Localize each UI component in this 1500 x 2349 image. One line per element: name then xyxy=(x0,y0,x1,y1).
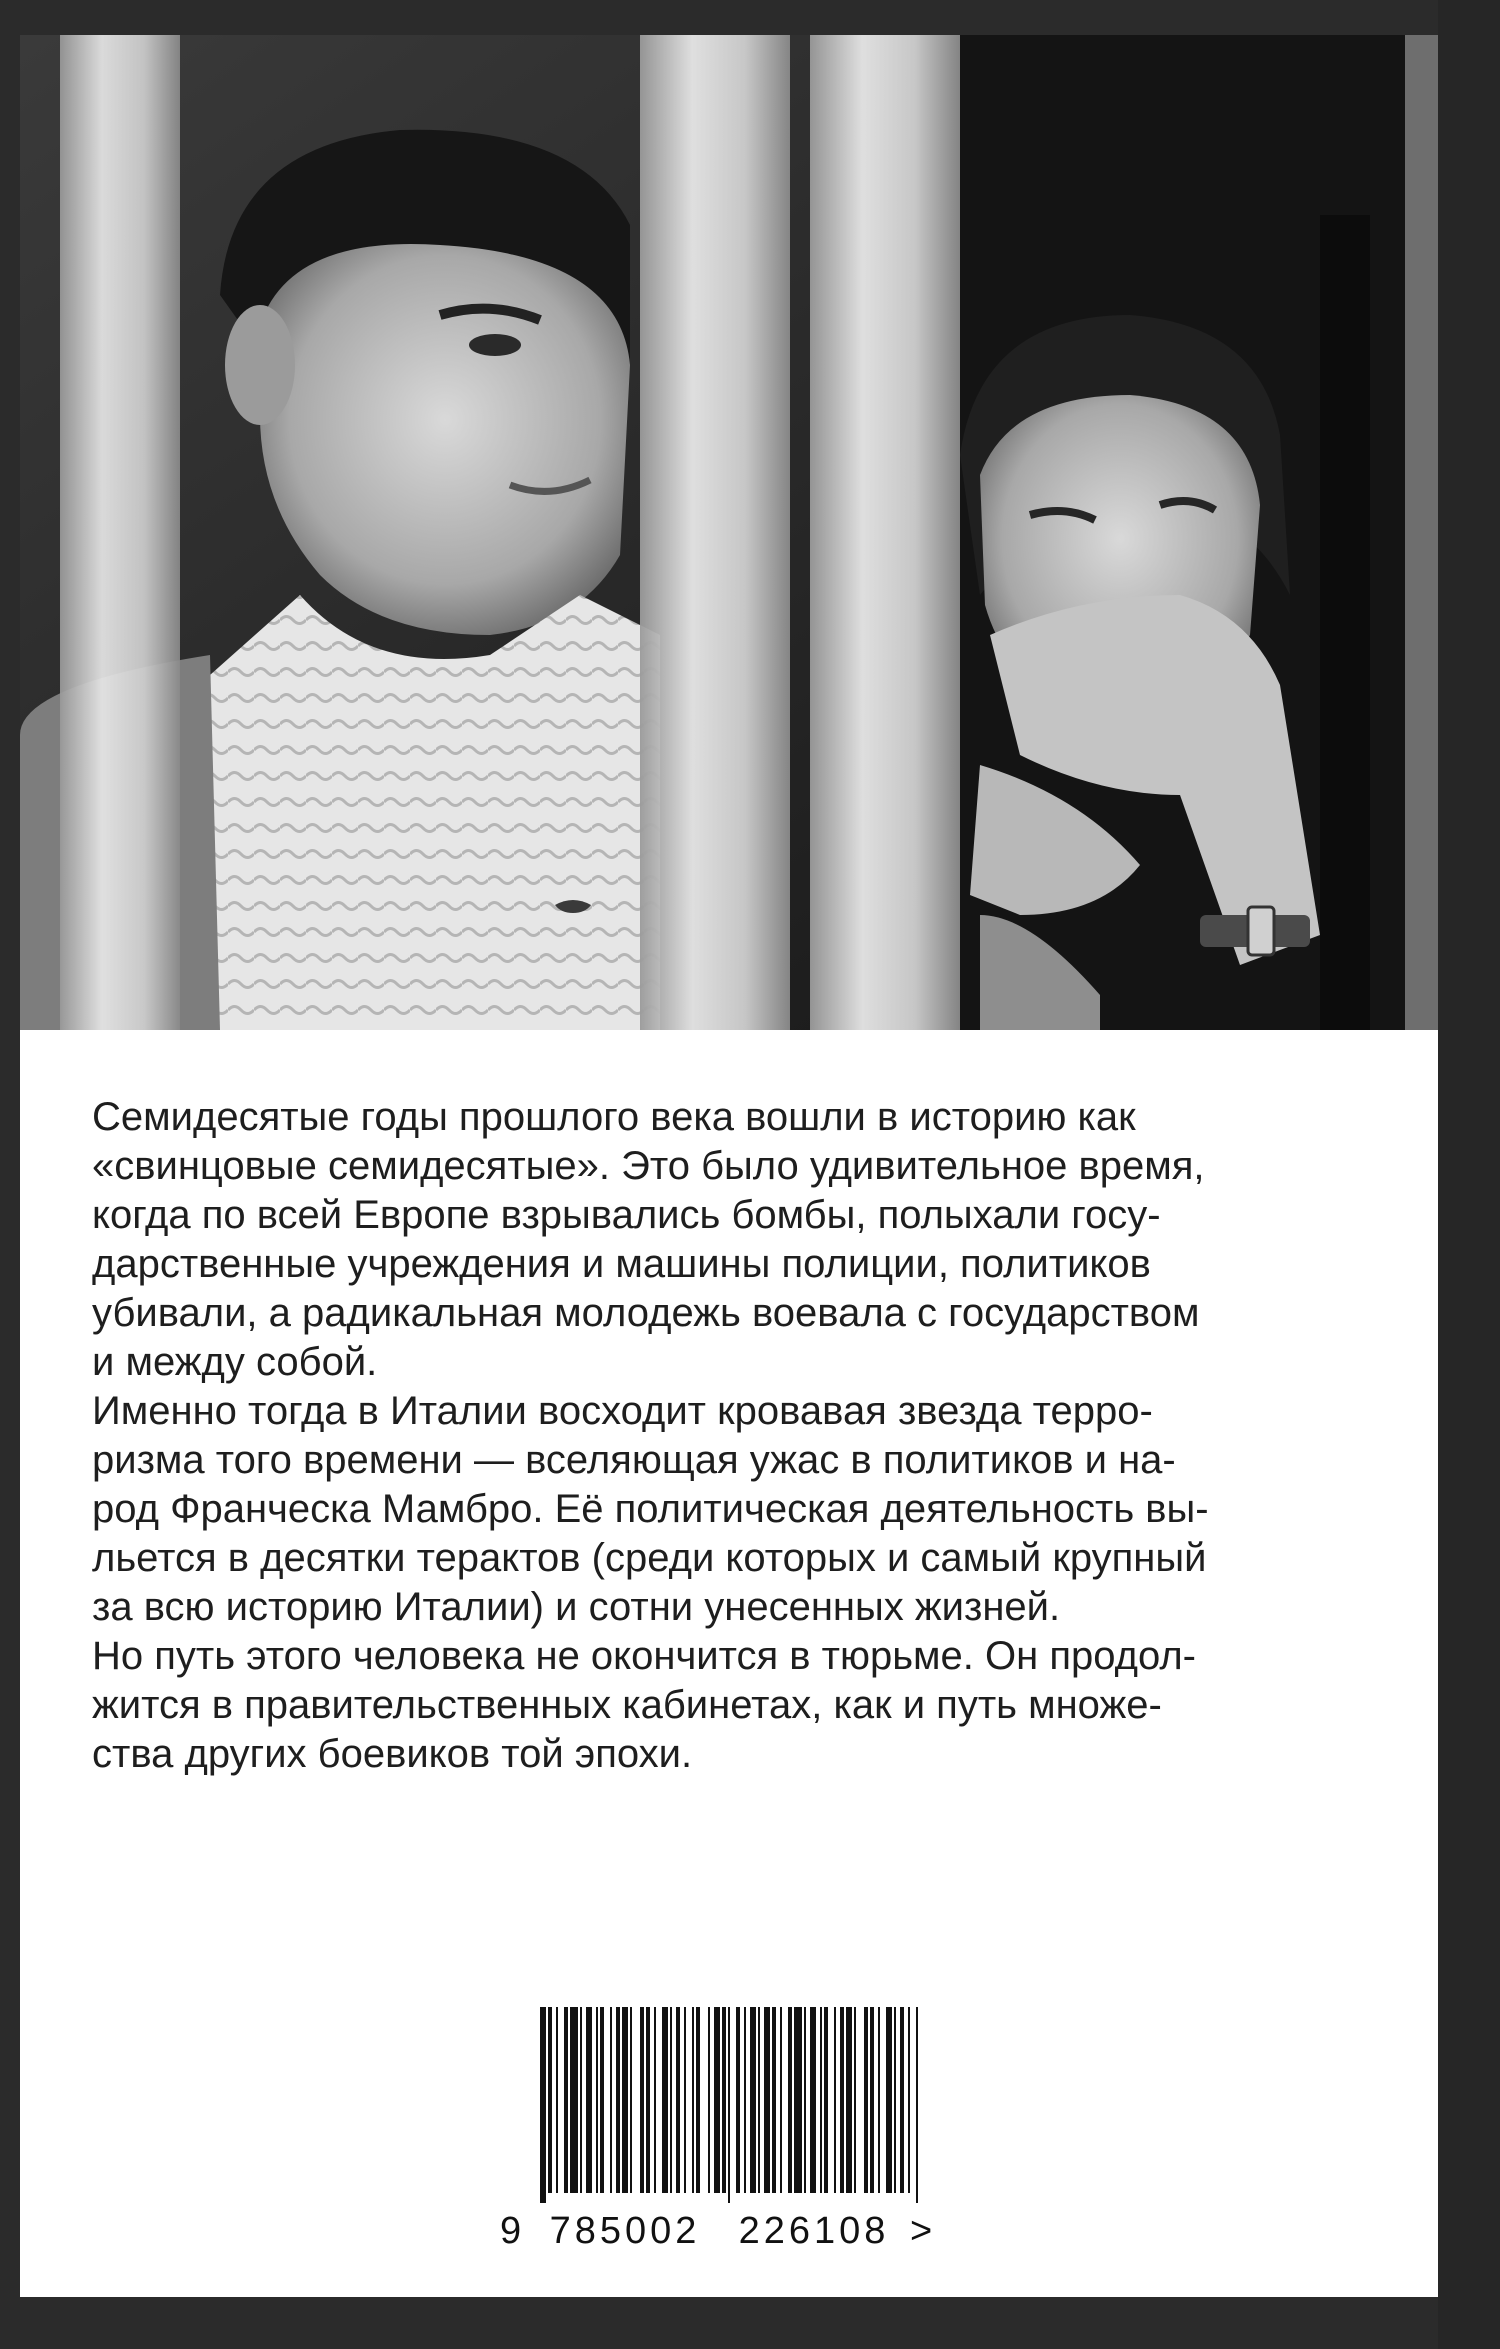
barcode-bar xyxy=(570,2007,578,2193)
barcode-bar xyxy=(616,2007,620,2193)
barcode-bar xyxy=(596,2007,598,2193)
barcode-bar xyxy=(654,2007,656,2193)
barcode-bar xyxy=(794,2007,802,2193)
barcode-bar xyxy=(646,2007,650,2193)
barcode-bar xyxy=(580,2007,582,2193)
barcode-bar xyxy=(804,2007,806,2193)
barcode-bar xyxy=(640,2007,644,2193)
blurb xyxy=(92,1093,1374,1779)
barcode-lead-digit: 9 xyxy=(500,2209,522,2252)
barcode-group-1: 785002 xyxy=(549,2209,701,2252)
barcode-bar xyxy=(728,2007,730,2203)
barcode-bar xyxy=(684,2007,686,2193)
blurb-paragraph-1: Семидесятые годы прошлого века вошли в историю как «свинцовые семидесятые». Это было удивительное время, когда по всей Европе взрывались бомбы, полыхали госу- дарственные учреждения и машины полиции, политиков убивали, а радикальная молодежь воевала с государством и между собой. xyxy=(92,1095,1205,1384)
barcode-bar xyxy=(714,2007,720,2193)
barcode-bar xyxy=(894,2007,896,2193)
barcode-bar xyxy=(886,2007,892,2193)
barcode-bar xyxy=(586,2007,592,2193)
barcode-bar xyxy=(540,2007,546,2203)
barcode-bar xyxy=(764,2007,770,2193)
barcode-bar xyxy=(556,2007,558,2193)
barcode-bar xyxy=(744,2007,746,2193)
barcode-bar xyxy=(824,2007,828,2193)
cover-photo xyxy=(20,35,1438,1030)
book-back-cover xyxy=(20,35,1438,2297)
barcode-bar xyxy=(820,2007,822,2193)
barcode-bar xyxy=(750,2007,756,2193)
barcode-bar xyxy=(900,2007,904,2193)
barcode-bar xyxy=(846,2007,852,2193)
barcode-bar xyxy=(810,2007,816,2193)
barcode-digits xyxy=(500,2207,940,2255)
barcode-end-mark: > xyxy=(910,2209,933,2252)
barcode-bar xyxy=(840,2007,844,2193)
barcode-group-2: 226108 xyxy=(738,2209,890,2252)
barcode-bar xyxy=(908,2007,910,2193)
barcode-bar xyxy=(758,2007,760,2193)
barcode-bar xyxy=(864,2007,868,2193)
isbn-barcode xyxy=(500,2007,940,2277)
barcode-bar xyxy=(610,2007,612,2193)
barcode-bar xyxy=(870,2007,874,2193)
barcode-bar xyxy=(622,2007,628,2193)
barcode-bar xyxy=(722,2007,726,2193)
barcode-bar xyxy=(788,2007,792,2193)
photo-two-people-behind-bars-icon xyxy=(20,35,1438,1030)
barcode-bar xyxy=(916,2007,918,2203)
barcode-bar xyxy=(854,2007,856,2193)
barcode-bar xyxy=(630,2007,632,2193)
blurb-paragraph-2: Именно тогда в Италии восходит кровавая звезда терро- ризма того времени — вселяющая ужас в политиков и на- род Франческа Мамбро. Её политическая деятельность вы- льется в десятки терактов (среди которых и самый крупный за всю историю Италии) и сотни унесенных жизней. xyxy=(92,1389,1209,1629)
barcode-bar xyxy=(600,2007,604,2193)
barcode-bar xyxy=(708,2007,710,2193)
barcode-bars xyxy=(540,2007,920,2203)
barcode-bar xyxy=(780,2007,782,2193)
barcode-bar xyxy=(676,2007,680,2193)
barcode-bar xyxy=(834,2007,836,2193)
barcode-bar xyxy=(736,2007,740,2193)
barcode-bar xyxy=(670,2007,672,2193)
barcode-bar xyxy=(548,2007,552,2193)
barcode-bar xyxy=(696,2007,700,2193)
blurb-paragraph-3: Но путь этого человека не окончится в тюрьме. Он продол- жится в правительственных кабинетах, как и путь множе- ства других боевиков той эпохи. xyxy=(92,1634,1196,1776)
barcode-bar xyxy=(692,2007,694,2193)
barcode-bar xyxy=(662,2007,668,2193)
barcode-bar xyxy=(564,2007,568,2193)
cover-edge xyxy=(1438,0,1500,2349)
barcode-bar xyxy=(878,2007,880,2193)
barcode-bar xyxy=(772,2007,776,2193)
